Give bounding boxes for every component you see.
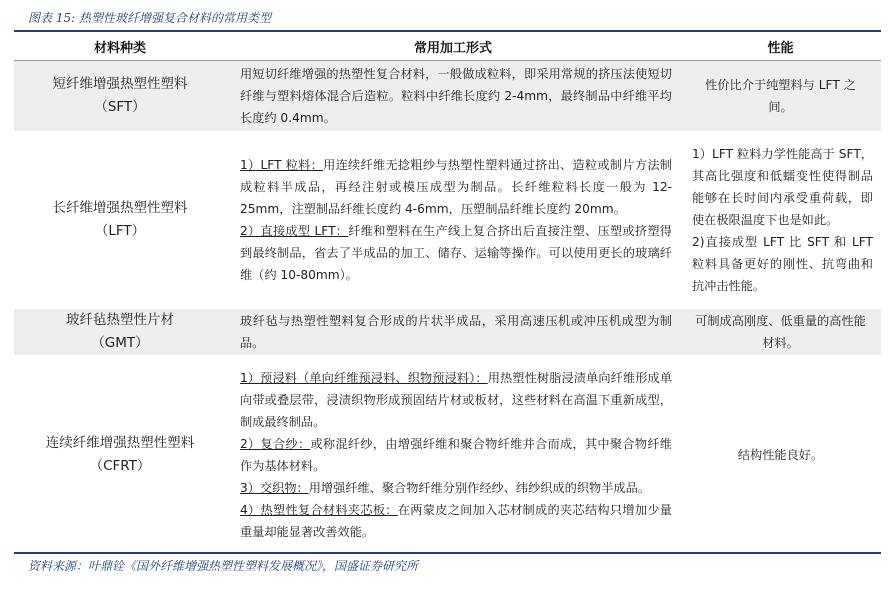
performance-text: 性价比介于纯塑料与 LFT 之间。 (705, 78, 856, 114)
performance-text: 结构性能良好。 (737, 448, 824, 462)
description-item-1 (240, 367, 672, 433)
category-abbr: （LFT） (94, 223, 146, 239)
figure-title: 图表 15: 热塑性玻纤增强复合材料的常用类型 (28, 11, 271, 25)
header-row (14, 32, 881, 61)
item-label: 2）复合纱： (240, 437, 311, 451)
category-cell (14, 61, 226, 132)
item-label: 1）LFT 粒料： (240, 158, 324, 172)
performance-cell (680, 61, 881, 132)
source-note: 资料来源：叶鼎铨《国外纤维增强热塑性塑料发展概况》，国盛证券研究所 (28, 559, 419, 573)
category-cell (14, 131, 226, 309)
description-text: 用短切纤维增强的热塑性复合材料，一般做成粒料，即采用常规的挤压法使短切纤维与塑料熔体混合后造粒。粒料中纤维长度约 2-4mm，最终制品中纤维平均长度约 0.4mm。 (240, 67, 672, 125)
category-abbr: （SFT） (94, 99, 146, 115)
description-item-1 (240, 154, 672, 220)
item-label: 3）交织物： (240, 481, 309, 495)
item-text: 用热塑性树脂浸渍单向纤维形成单向带或叠层带，浸渍织物形成预固结片材或板材，这些材料在高温下重新成型，制成最终制品。 (240, 371, 673, 429)
category-name: 短纤维增强热塑性塑料 (52, 76, 188, 92)
performance-cell (680, 355, 881, 555)
description-item-3 (240, 477, 672, 499)
header-processing-form: 常用加工形式 (226, 32, 680, 61)
item-label: 2）直接成型 LFT： (240, 224, 349, 238)
header-material-type: 材料种类 (14, 32, 226, 61)
category-name: 连续纤维增强热塑性塑料 (45, 435, 195, 451)
category-name: 玻纤毡热塑性片材 (66, 312, 174, 328)
description-cell (226, 309, 680, 355)
description-cell (226, 131, 680, 309)
item-text: 在两蒙皮之间加入芯材制成的夹芯结构只增加少量重量却能显著改善效能。 (240, 503, 672, 539)
category-abbr: （GMT） (91, 335, 149, 351)
table-row-sft (14, 61, 881, 132)
description-cell (226, 61, 680, 132)
material-types-table (14, 32, 881, 555)
category-cell (14, 355, 226, 555)
category-abbr: （CFRT） (89, 458, 151, 474)
bottom-rule (14, 552, 881, 554)
description-item-2 (240, 220, 672, 286)
table-row-lft (14, 131, 881, 309)
performance-cell (680, 131, 881, 309)
item-text: 纤维和塑料在生产线上复合挤出后直接注塑、压塑或挤塑得到最终制品，省去了半成品的加工、储存、运输等操作。可以使用更长的玻璃纤维（约 10-80mm）。 (240, 224, 672, 282)
description-cell (226, 355, 680, 555)
description-item-2 (240, 433, 672, 477)
item-text: 或称混纤纱，由增强纤维和聚合物纤维并合而成，其中聚合物纤维作为基体材料。 (240, 437, 672, 473)
item-label: 4）热塑性复合材料夹芯板： (240, 503, 398, 517)
category-cell (14, 309, 226, 355)
header-performance: 性能 (680, 32, 881, 61)
category-name: 长纤维增强热塑性塑料 (52, 200, 188, 216)
description-text: 玻纤毡与热塑性塑料复合形成的片状半成品，采用高速压机或冲压机成型为制品。 (240, 314, 672, 350)
table-row-cfrt (14, 355, 881, 555)
description-item-4 (240, 499, 672, 543)
performance-text: 可制成高刚度、低重量的高性能材料。 (695, 314, 866, 350)
item-text: 用增强纤维、聚合物纤维分别作经纱、纬纱织成的织物半成品。 (308, 481, 650, 495)
performance-item-1: 1）LFT 粒料力学性能高于 SFT，其高比强度和低蠕变性使得制品能够在长时间内承受重荷载，即使在极限温度下也是如此。 (692, 147, 873, 227)
item-text: 用连续纤维无捻粗纱与热塑性塑料通过挤出、造粒或制片方法制成粒料半成品，再经注射或模压成型为制品。长纤维粒料长度一般为 12-25mm，注塑制品纤维长度约 4-6mm，压塑制品纤维长度约 20mm。 (240, 158, 672, 216)
item-label: 1）预浸料（单向纤维预浸料、织物预浸料）： (240, 371, 488, 385)
performance-item-2: 2)直接成型 LFT 比 SFT 和 LFT 粒料具备更好的刚性、抗弯曲和抗冲击性能。 (692, 235, 873, 293)
table-row-gmt (14, 309, 881, 355)
performance-cell (680, 309, 881, 355)
